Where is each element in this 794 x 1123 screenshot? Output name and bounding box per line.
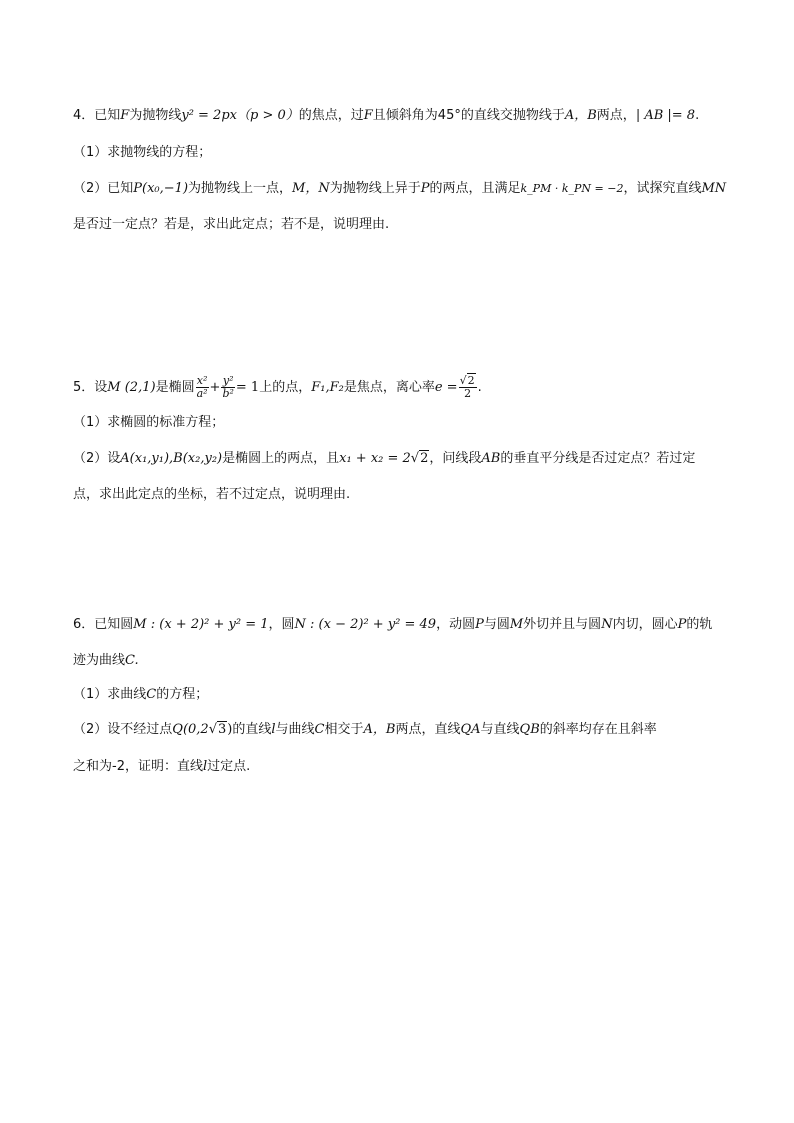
text: 的焦点，过 (298, 108, 364, 123)
math-circle-m: M : (x + 2)² + y² = 1 (133, 617, 269, 632)
text: ，圆 (268, 617, 295, 632)
text: 为抛物线上一点， (188, 181, 293, 196)
text: （2）已知 (73, 181, 134, 196)
text: ，试探究直线 (623, 181, 702, 196)
text: 之和为-2，证明：直线 (73, 759, 203, 774)
text: 上的点， (259, 380, 312, 395)
problem-4-q1 (73, 143, 211, 163)
math: x₁ + x₂ = 2 (339, 451, 411, 466)
numerator: x² (196, 374, 208, 387)
text: （2）设不经过点 (73, 722, 173, 737)
math: QB (519, 722, 540, 737)
fraction-y2-b2 (221, 375, 234, 400)
text: 两点， (596, 108, 636, 123)
numerator: y² (222, 374, 234, 387)
period: . (695, 108, 700, 123)
sqrt: √2 (410, 451, 429, 466)
text: 是否过一定点？若是，求出此定点；若不是，说明理由. (73, 217, 390, 232)
text: 过定点. (207, 759, 251, 774)
math: M (2,1) (107, 380, 156, 395)
text: （1）求曲线 (73, 687, 147, 702)
problem-6-line-2 (73, 651, 139, 671)
text: ，动圆 (436, 617, 476, 632)
text: 与曲线 (275, 722, 315, 737)
problem-4-q2-line-1 (73, 179, 726, 199)
problem-6-line-1 (73, 615, 712, 635)
math-slopes: k_PM · k_PN = −2 (520, 182, 624, 195)
math: F₁,F₂ (311, 380, 344, 395)
text: 且倾斜角为45°的直线交抛物线于 (372, 108, 565, 123)
math: AB (481, 451, 501, 466)
text: 的轨 (686, 617, 713, 632)
fraction-x2-a2 (196, 375, 209, 400)
text: 迹为曲线 (73, 653, 126, 668)
sqrt: √2 (459, 374, 475, 387)
radicand: 3 (217, 722, 227, 737)
math: P (475, 617, 484, 632)
denominator: a² (196, 387, 208, 400)
math: | AB |= 8 (635, 108, 696, 123)
problem-6-q2-line-1 (73, 720, 657, 740)
problem-5-q2-line-2 (73, 485, 350, 505)
text: 内切，圆心 (612, 617, 678, 632)
problem-5-number: 5． (73, 380, 95, 395)
math: = 1 (235, 380, 260, 395)
math: F (120, 108, 130, 123)
math-parabola: y² = 2px (181, 108, 237, 123)
math: A(x₁,y₁),B(x₂,y₂) (120, 451, 223, 466)
problem-4-number: 4． (73, 108, 95, 123)
math: Q(0,2 (172, 722, 209, 737)
problem-5-line-1: 5．设M (2,1)是椭圆 $\frac{\text{x²}}{\text{a²}}$ + $\frac{\text{y²}}{\text{b²}}$ = 1上的点，F₁,F₂是焦点，离心率e = $\frac{√2}{2}$ . (73, 374, 482, 400)
text: 的两点，且满足 (429, 181, 521, 196)
text: 是焦点，离心率 (343, 380, 435, 395)
problem-6-q1 (73, 685, 208, 705)
radicand: 2 (420, 451, 429, 466)
problem-4-line-1 (73, 106, 699, 126)
math: （p > 0） (236, 108, 299, 123)
math: C (146, 687, 157, 702)
math: MN (701, 181, 727, 196)
problem-6-number: 6． (73, 617, 95, 632)
math: F (363, 108, 373, 123)
math: C (314, 722, 325, 737)
text: （1）求抛物线的方程； (73, 145, 212, 160)
problem-6-q2-line-2 (73, 757, 250, 777)
text: 与直线 (480, 722, 520, 737)
text: 外切并且与圆 (523, 617, 602, 632)
math: ) (227, 722, 233, 737)
text: 的垂直平分线是否过定点？若过定 (500, 451, 696, 466)
text: 已知圆 (94, 617, 134, 632)
text: 的直线 (232, 722, 272, 737)
text: 是椭圆 (155, 380, 195, 395)
text: 为抛物线 (129, 108, 182, 123)
math: l (202, 759, 208, 774)
text: 设 (94, 380, 108, 395)
text: （2）设 (73, 451, 121, 466)
denominator: 2 (464, 387, 472, 400)
text: 点，求出此定点的坐标，若不过定点，说明理由. (73, 487, 351, 502)
period: . (477, 380, 482, 395)
math: P (677, 617, 687, 632)
text: 的斜率均存在且斜率 (539, 722, 657, 737)
math: P(x₀,−1) (133, 181, 189, 196)
text: 相交于 (324, 722, 364, 737)
math: C. (125, 653, 139, 668)
text: 已知 (94, 108, 121, 123)
radicand: 2 (467, 374, 475, 387)
math: l (271, 722, 276, 737)
text: （1）求椭圆的标准方程； (73, 415, 225, 430)
math: e = (434, 380, 458, 395)
math: M，N (292, 181, 330, 196)
problem-5-q2-line-1 (73, 449, 695, 469)
fraction-sqrt2-2 (459, 375, 477, 400)
math: N (601, 617, 613, 632)
math: M (509, 617, 524, 632)
math: A，B (564, 108, 597, 123)
text: 的方程； (156, 687, 209, 702)
problem-4-q2-line-2 (73, 215, 389, 235)
math: A，B (363, 722, 396, 737)
text: 与圆 (483, 617, 510, 632)
denominator: b² (222, 387, 234, 400)
text: 为抛物线上异于 (329, 181, 421, 196)
math: P (420, 181, 430, 196)
math: QA (460, 722, 481, 737)
text: ，问线段 (429, 451, 482, 466)
math-circle-n: N : (x − 2)² + y² = 49 (294, 617, 437, 632)
text: 是椭圆上的两点，且 (222, 451, 340, 466)
sqrt: √3 (208, 722, 227, 737)
problem-5-q1 (73, 413, 224, 433)
text: 两点，直线 (395, 722, 461, 737)
